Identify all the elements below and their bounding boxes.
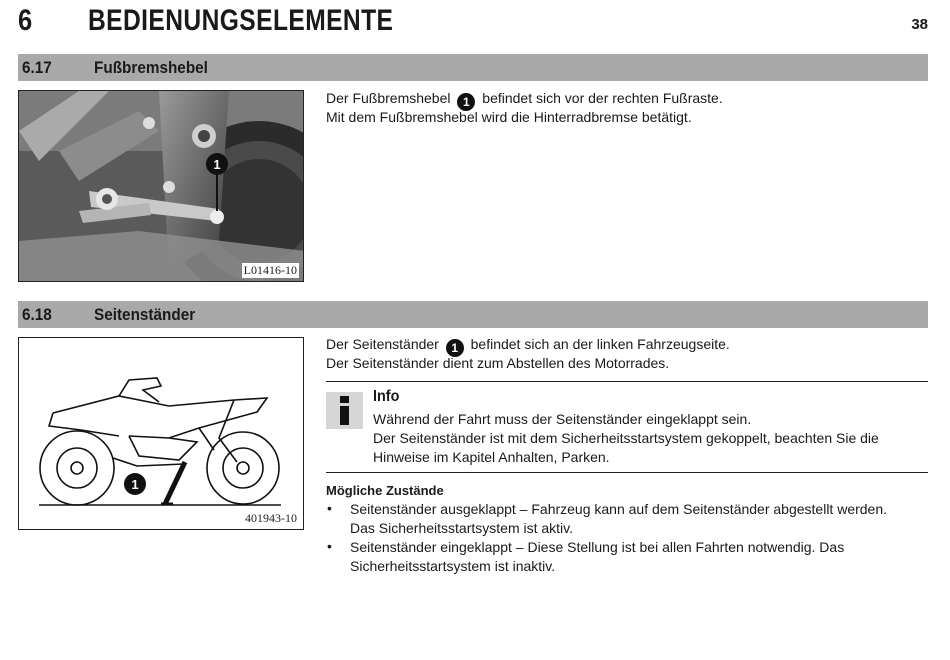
divider (326, 381, 928, 382)
chapter-number: 6 (18, 4, 33, 37)
motorcycle-line-drawing (19, 338, 304, 530)
text: befindet sich vor der rechten Fußraste. (482, 90, 723, 106)
figure-callout-marker: 1 (213, 157, 221, 172)
chapter-title: BEDIENUNGSELEMENTE (88, 4, 394, 37)
state-1-line2: Das Sicherheitsstartsystem ist aktiv. (350, 520, 574, 536)
info-title: Info (373, 388, 400, 405)
callout-marker: 1 (446, 339, 464, 357)
states-title: Mögliche Zustände (326, 483, 444, 498)
bullet-icon: • (327, 500, 332, 516)
section-title: Seitenständer (94, 305, 196, 324)
text: Der Seitenständer (326, 336, 439, 352)
bullet-icon: • (327, 538, 332, 554)
info-text-line1: Während der Fahrt muss der Seitenständer eingeklappt sein. (373, 411, 752, 427)
text: befindet sich an der linken Fahrzeugseite. (470, 336, 730, 352)
figure-label: L01416-10 (243, 263, 297, 277)
side-stand-drawing (18, 337, 304, 530)
section-title: Fußbremshebel (94, 58, 208, 77)
callout-marker: 1 (457, 93, 475, 111)
info-text-line3: Hinweise im Kapitel Anhalten, Parken. (373, 449, 610, 465)
state-1-line1: Seitenständer ausgeklappt – Fahrzeug kann auf dem Seitenständer abgestellt werden. (350, 501, 888, 517)
figure-label: 401943-10 (245, 511, 297, 525)
info-icon (326, 392, 363, 429)
side-stand-text-line2: Der Seitenständer dient zum Abstellen des Motorrades. (326, 355, 670, 371)
foot-brake-text-line2: Mit dem Fußbremshebel wird die Hinterradbremse betätigt. (326, 109, 692, 125)
section-header-side-stand (18, 301, 928, 328)
info-text-line2: Der Seitenständer ist mit dem Sicherheitsstartsystem gekoppelt, beachten Sie die (373, 430, 879, 446)
divider (326, 472, 928, 473)
section-number: 6.18 (22, 305, 52, 324)
section-number: 6.17 (22, 58, 52, 77)
state-2-line1: Seitenständer eingeklappt – Diese Stellung ist bei allen Fahrten notwendig. Das (350, 539, 845, 555)
page-number: 38 (911, 16, 928, 33)
foot-brake-photo (18, 90, 304, 282)
section-header-foot-brake (18, 54, 928, 81)
foot-brake-illustration (19, 91, 304, 282)
state-2-line2: Sicherheitsstartsystem ist inaktiv. (350, 558, 556, 574)
text: Der Fußbremshebel (326, 90, 451, 106)
figure-callout-marker: 1 (131, 477, 139, 492)
